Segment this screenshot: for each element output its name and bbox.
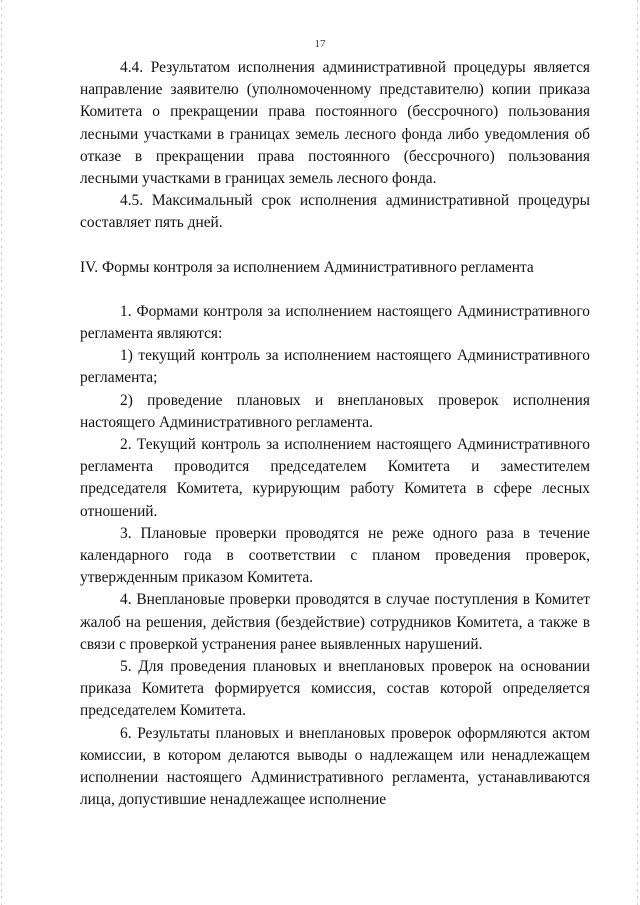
paragraph-5: 5. Для проведения плановых и внеплановых проверок на основании приказа Комитета формируется комиссия, состав которой определяется председателем Комитета. <box>80 658 590 720</box>
paragraph-6: 6. Результаты плановых и внеплановых проверок оформляются актом комиссии, в котором делаются выводы о надлежащем или ненадлежащем исполнении настоящего Административного регламента, устанавливаются лица, допустившие ненадлежащее исполнение <box>80 724 590 809</box>
paragraph-2: 2. Текущий контроль за исполнением настоящего Административного регламента проводится председателем Комитета и заместителем председателя Комитета, курирующим работу Комитета в сфере лесных отношений. <box>80 436 590 520</box>
paragraph-4-5: 4.5. Максимальный срок исполнения административной процедуры составляет пять дней. <box>80 192 590 232</box>
page-number: 17 <box>314 38 326 50</box>
paragraph-1: 1. Формами контроля за исполнением настоящего Административного регламента являются: <box>80 302 590 343</box>
paragraph-3: 3. Плановые проверки проводятся не реже одного раза в течение календарного года в соответствии с планом проведения проверок, утвержденным приказом Комитета. <box>80 524 590 587</box>
scan-edge-left <box>1 0 2 905</box>
section-title: IV. Формы контроля за исполнением Административного регламента <box>80 258 534 276</box>
scan-edge-right <box>637 0 638 905</box>
document-body <box>80 57 590 812</box>
paragraph-4-4: 4.4. Результатом исполнения административной процедуры является направление заявителю (уполномоченному представителю) копии приказа Комитета о прекращении права постоянного (бессрочного) пользования лесными участками в границах земель лесного фонда либо уведомления об отказе в прекращении права постоянного (бессрочного) пользования лесными участками в границах земель лесного фонда. <box>80 59 590 188</box>
paragraph-4: 4. Внеплановые проверки проводятся в случае поступления в Комитет жалоб на решения, действия (бездействие) сотрудников Комитета, а также в связи с проверкой устранения ранее выявленных нарушений. <box>80 591 590 653</box>
paragraph-1-2: 2) проведение плановых и внеплановых проверок исполнения настоящего Административного регламента. <box>80 391 590 431</box>
paragraph-1-1: 1) текущий контроль за исполнением настоящего Административного регламента; <box>80 347 590 387</box>
